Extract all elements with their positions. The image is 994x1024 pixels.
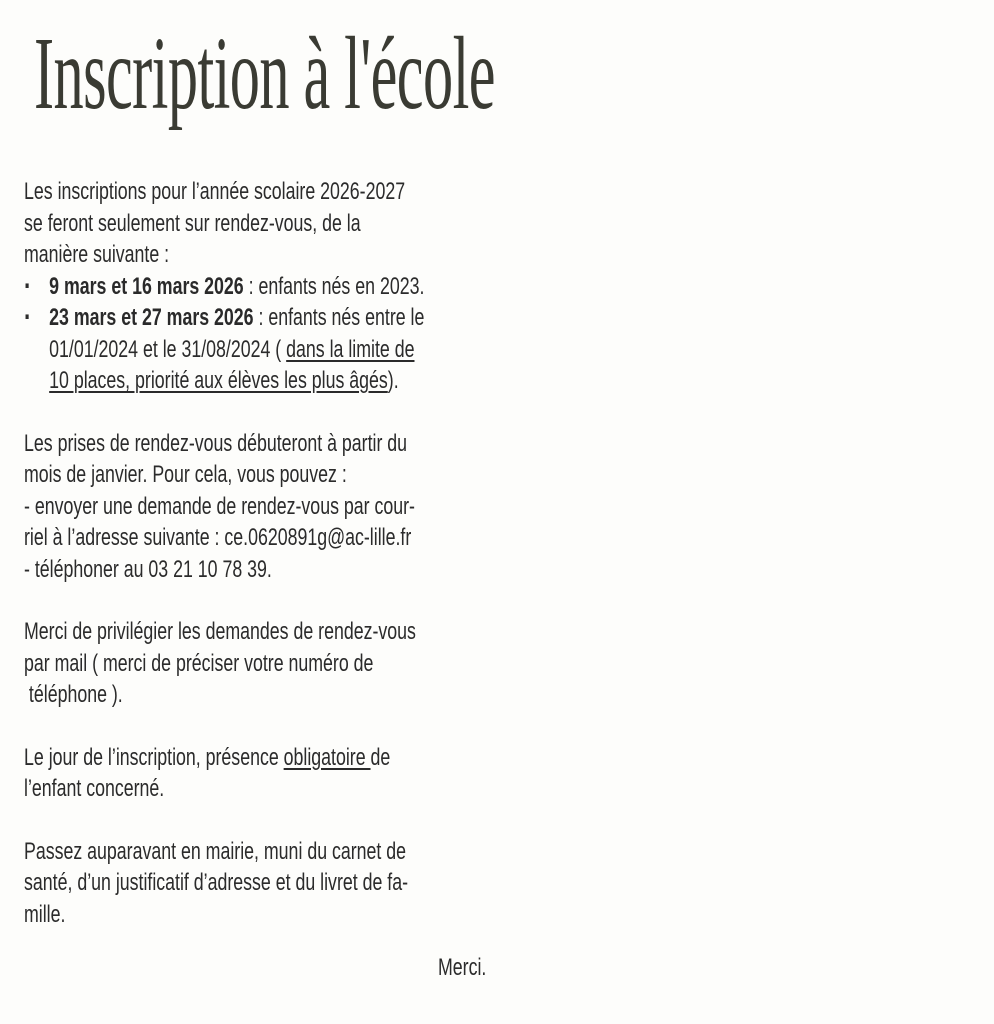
bullet-marker: ‧: [24, 272, 31, 300]
appointment-line: - envoyer une demande de rendez-vous par cour-: [24, 492, 415, 520]
presence-text: Le jour de l’inscription, présence: [24, 743, 284, 771]
intro-line: manière suivante :: [24, 241, 170, 268]
places-limit-note: 10 places, priorité aux élèves les plus âgés: [49, 367, 388, 394]
town-hall-line: mille.: [24, 900, 66, 928]
list-item: [24, 302, 616, 397]
email-contact-line: riel à l’adresse suivante : ce.0620891g@ac-lille.fr: [24, 524, 412, 551]
list-item: [24, 271, 616, 303]
registration-dates: 9 mars et 16 mars 2026: [49, 272, 244, 300]
registration-detail: ).: [387, 367, 399, 394]
intro-line: se feront seulement sur rendez-vous, de la: [24, 209, 361, 237]
signoff: Merci.: [438, 954, 487, 981]
appointment-line: Les prises de rendez-vous débuteront à partir du: [24, 429, 408, 457]
paragraph-gap: [24, 711, 616, 742]
registration-dates-list: [24, 271, 616, 397]
mail-preference-line: Merci de privilégier les demandes de rendez-vous: [24, 618, 416, 645]
bullet-marker: ‧: [24, 304, 31, 331]
paragraph-gap: [24, 805, 616, 836]
registration-detail: : enfants nés en 2023.: [243, 272, 425, 300]
presence-line: l’enfant concerné.: [24, 775, 165, 802]
registration-detail: : enfants nés entre le: [253, 304, 425, 331]
intro-line: Les inscriptions pour l’année scolaire 2026-2027: [24, 178, 406, 205]
phone-contact-line: - téléphoner au 03 21 10 78 39.: [24, 555, 272, 583]
mail-preference-line: par mail ( merci de préciser votre numéro de: [24, 649, 374, 677]
mandatory-word: obligatoire: [283, 743, 371, 771]
mail-preference-line: téléphone ).: [24, 681, 123, 708]
town-hall-line: Passez auparavant en mairie, muni du carnet de: [24, 837, 407, 865]
registration-detail: 01/01/2024 et le 31/08/2024 (: [49, 335, 287, 363]
places-limit-note: dans la limite de: [286, 335, 415, 363]
town-hall-line: santé, d’un justificatif d’adresse et du livret de fa-: [24, 869, 409, 896]
appointment-line: mois de janvier. Pour cela, vous pouvez :: [24, 461, 347, 488]
presence-line: [24, 742, 616, 774]
registration-dates: 23 mars et 27 mars 2026: [49, 304, 254, 331]
notice-body: [24, 176, 616, 930]
presence-text: de: [370, 743, 391, 771]
notice-title: Inscription à l'école: [34, 16, 495, 131]
paragraph-gap: [24, 397, 616, 428]
paragraph-gap: [24, 585, 616, 616]
